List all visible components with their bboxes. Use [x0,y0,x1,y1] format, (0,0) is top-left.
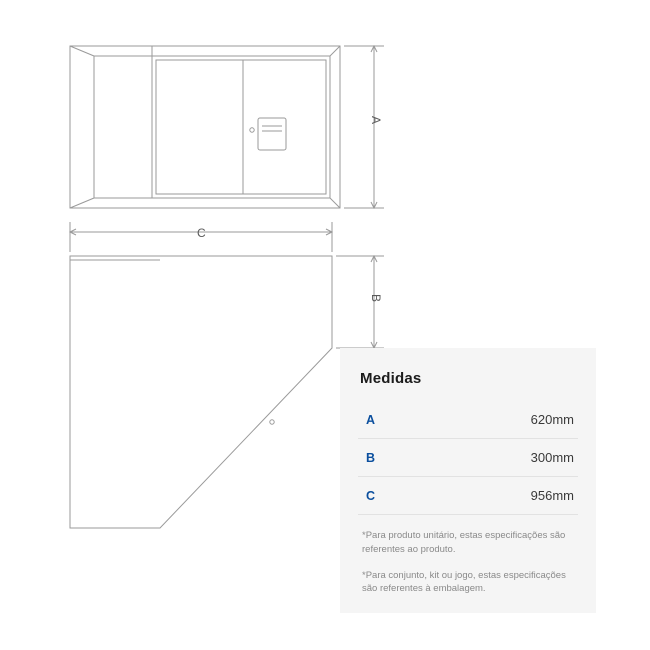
dimension-label-b: B [369,294,383,303]
measurement-key: A [366,412,376,427]
dimension-label-c: C [197,226,207,240]
measurement-value: 300mm [530,450,574,465]
measurements-panel [340,348,596,613]
measurement-value: 956mm [530,488,574,503]
measurement-row [358,401,578,439]
panel-notes [358,529,578,596]
measurement-key: C [366,488,376,503]
front-view-body [70,46,340,208]
measurement-key: B [366,450,376,465]
dimension-line-a [344,46,384,208]
door-handle-lock [250,118,286,150]
measurements-title: Medidas [360,370,422,387]
top-view-outline [70,256,332,528]
note-unit-product: *Para produto unitário, estas especificações são referentes ao produto. [362,530,566,555]
top-view-knob [270,420,274,424]
measurement-row [358,439,578,477]
measurement-value: 620mm [530,412,574,427]
note-kit-packaging: *Para conjunto, kit ou jogo, estas especificações são referentes à embalagem. [362,569,566,595]
dimension-label-a: A [369,116,383,125]
measurement-row [358,477,578,515]
